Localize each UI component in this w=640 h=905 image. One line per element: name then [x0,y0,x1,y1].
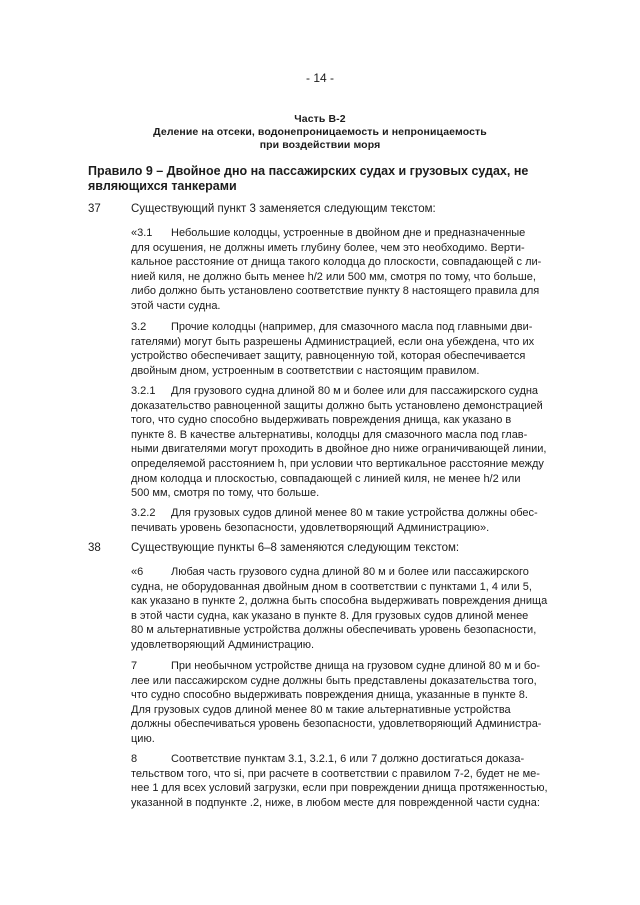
paragraph-line: Любая часть грузового судна длиной 80 м и более или пассажирского [171,566,529,578]
paragraph-line: как указано в пункте 2, должна быть способна выдерживать повреждения днища [131,595,548,608]
page-number: - 14 - [305,71,334,85]
part-subtitle-line-2: при воздействии моря [259,139,381,151]
paragraph-3-2-1 [131,384,556,501]
paragraph-line: нией киля, не должно быть менее h/2 или 500 мм, смотря по тому, что больше, [131,270,536,283]
paragraph-number: 3.2.1 [131,385,156,397]
paragraph-line: Для грузового судна длиной 80 м и более или для пассажирского судна [171,385,539,397]
item-number: 37 [88,203,101,215]
paragraph-number: «3.1 [131,227,153,239]
paragraph-number: 7 [131,660,138,672]
paragraph-line: Для грузовых судов длиной менее 80 м такие устройства должны обес- [171,507,538,519]
paragraph-line: судна, не оборудованная двойным дном в соответствии с пунктами 1, 4 или 5, [131,580,532,593]
paragraph-line: тельством того, что si, при расчете в соответствии с правилом 7-2, будет не ме- [131,767,540,780]
paragraph-line: цию. [131,732,155,745]
paragraph-number: 3.2 [131,321,147,333]
paragraph-line: 500 мм, смотря по тому, что больше. [131,487,320,500]
paragraph-line: нее 1 для всех условий загрузки, если при повреждении днища протяженностью, [131,782,548,795]
paragraph-number: 3.2.2 [131,507,156,519]
item-intro: Существующие пункты 6–8 заменяются следующим текстом: [131,542,460,554]
paragraph-line: устройство обеспечивает защиту, равноценную той, которая обеспечивается [131,350,526,363]
paragraph-line: либо должно быть установлено соответствие пункту 8 настоящего правила для [131,285,540,298]
paragraph-line: что судно способно выдерживать повреждения днища, указанные в пункте 8. [131,689,528,702]
paragraph-line: этой части судна. [131,299,221,312]
paragraph-line: Прочие колодцы (например, для смазочного масла под главными дви- [171,321,533,333]
paragraph-7 [131,659,556,747]
paragraph-line: ными двигателями могут проходить в двойное дно ниже ограничивающей линии, [131,443,547,456]
item-number: 38 [88,542,101,554]
rule-title-line-2: являющихся танкерами [88,179,237,193]
paragraph-line: При необычном устройстве днища на грузовом судне длиной 80 м и бо- [171,660,540,672]
paragraph-line: Для грузовых судов длиной менее 80 м такие альтернативные устройства [131,703,511,716]
paragraph-line: Соответствие пунктам 3.1, 3.2.1, 6 или 7 должно достигаться доказа- [171,753,525,765]
paragraph-line: определяемой расстоянием h, при условии что вертикальное расстояние между [131,457,544,470]
part-subtitle-line-1: Деление на отсеки, водонепроницаемость и непроницаемость [153,126,487,138]
paragraph-line: дном колодца и плоскостью, совпадающей с линией киля, не менее h/2 или [131,472,521,485]
paragraph-line: гателями) могут быть разрешены Администрацией, если она убеждена, что их [131,335,535,348]
paragraph-line: для осушения, не должны иметь глубину более, чем это необходимо. Верти- [131,241,525,254]
paragraph-3-2-2 [131,506,556,535]
paragraph-line: удовлетворяющий Администрацию. [131,638,315,651]
paragraph-number: 8 [131,753,138,765]
paragraph-line: Небольшие колодцы, устроенные в двойном дне и предназначенные [171,227,526,239]
paragraph-line: печивать уровень безопасности, удовлетворяющий Администрацию». [131,521,490,534]
rule-title-line-1: Правило 9 – Двойное дно на пассажирских судах и грузовых судах, не [88,164,529,178]
paragraph-number: «6 [131,566,144,578]
paragraph-line: доказательство равноценной защиты должно быть установлено демонстрацией [131,399,543,412]
paragraph-line: двойным дном, устроенным в соответствии с настоящим правилом. [131,364,480,377]
paragraph-6 [131,565,556,653]
part-title: Часть B-2 [294,113,346,125]
paragraph-3-1 [131,226,556,314]
item-intro: Существующий пункт 3 заменяется следующим текстом: [131,203,436,215]
paragraph-line: пункте 8. В качестве альтернативы, колодцы для смазочного масла под глав- [131,428,528,441]
paragraph-3-2 [131,320,556,378]
paragraph-line: того, что судно способно выдерживать повреждения днища, как указано в [131,414,512,427]
paragraph-line: кальное расстояние от днища такого колодца до плоскости, совпадающей с ли- [131,256,542,269]
paragraph-line: указанной в подпункте .2, ниже, в любом месте для поврежденной части судна: [131,796,540,809]
paragraph-line: в этой части судна, как указано в пункте 8. Для грузовых судов длиной менее [131,609,529,622]
paragraph-line: должны обеспечиваться уровень безопасности, удовлетворяющий Администра- [131,718,542,731]
paragraph-8 [131,752,556,810]
paragraph-line: 80 м альтернативные устройства должны обеспечивать уровень безопасности, [131,624,537,637]
paragraph-line: лее или пассажирском судне должны быть представлены доказательства того, [131,674,537,687]
